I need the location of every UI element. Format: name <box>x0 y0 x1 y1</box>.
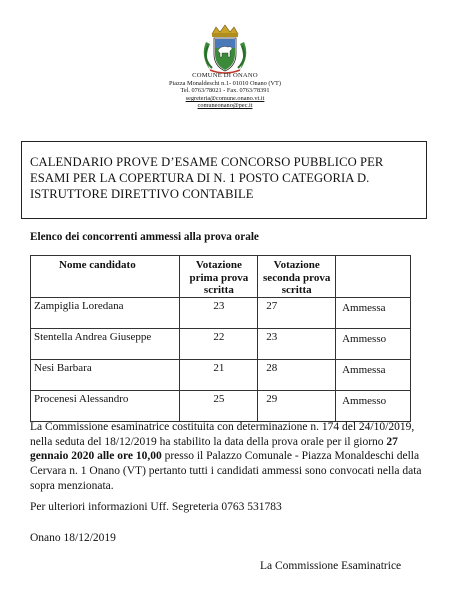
comune-pec-link[interactable]: comuneonano@pec.it <box>197 102 253 109</box>
first-test-score: 22 <box>180 328 258 359</box>
header-candidate-name: Nome candidato <box>31 256 180 298</box>
second-test-score: 27 <box>258 297 336 328</box>
coat-of-arms-icon <box>196 24 254 76</box>
header-outcome <box>336 256 411 298</box>
second-test-score: 23 <box>258 328 336 359</box>
announcement-paragraph <box>30 420 425 494</box>
admission-status: Ammesso <box>336 390 411 421</box>
document-title: CALENDARIO PROVE D’ESAME CONCORSO PUBBLICO PER ESAMI PER LA COPERTURA DI N. 1 POSTO CATEGORIA D. ISTRUTTORE DIRETTIVO CONTABILE <box>30 155 384 201</box>
first-test-score: 25 <box>180 390 258 421</box>
admission-status: Ammesso <box>336 328 411 359</box>
second-test-score: 29 <box>258 390 336 421</box>
comune-email-link[interactable]: segreteria@comune.onano.vt.it <box>185 95 265 102</box>
comune-address: Piazza Monaldeschi n.1- 01010 Onano (VT) <box>169 80 281 87</box>
paragraph-text-2: presso il Palazzo Comunale - Piazza Monaldeschi della Cervara n. 1 Onano (VT) pertanto tutti i candidati ammessi sono convocati nella data sopra menzionata. <box>30 450 422 492</box>
candidate-name: Stentella Andrea Giuseppe <box>31 328 180 359</box>
candidate-name: Zampiglia Loredana <box>31 297 180 328</box>
table-row <box>31 390 411 421</box>
first-test-score: 21 <box>180 359 258 390</box>
candidate-name: Procenesi Alessandro <box>31 390 180 421</box>
table-row <box>31 359 411 390</box>
paragraph-text-1: La Commissione esaminatrice costituita con determinazione n. 174 del 24/10/2019, nella seduta del 18/12/2019 ha stabilito la data della prova orale per il giorno <box>30 421 415 448</box>
place-and-date: Onano 18/12/2019 <box>30 532 116 544</box>
signature-line: La Commissione Esaminatrice <box>260 560 402 572</box>
section-heading: Elenco dei concorrenti ammessi alla prova orale <box>30 231 259 243</box>
contact-info: Per ulteriori informazioni Uff. Segreteria 0763 531783 <box>30 501 282 513</box>
candidate-name: Nesi Barbara <box>31 359 180 390</box>
header-first-test: Votazione prima prova scritta <box>180 256 258 298</box>
header-second-test: Votazione seconda prova scritta <box>258 256 336 298</box>
table-header-row <box>31 256 411 298</box>
admission-status: Ammessa <box>336 359 411 390</box>
first-test-score: 23 <box>180 297 258 328</box>
table-row <box>31 297 411 328</box>
comune-phone-fax: Tel. 0763/78021 - Fax. 0763/78391 <box>180 87 270 94</box>
admission-status: Ammessa <box>336 297 411 328</box>
table-row <box>31 328 411 359</box>
comune-name: COMUNE DI ONANO <box>192 72 258 79</box>
candidates-table <box>30 255 411 422</box>
title-box <box>21 141 427 219</box>
second-test-score: 28 <box>258 359 336 390</box>
oral-exam-date: 27 gennaio 2020 alle ore 10,00 <box>30 435 398 463</box>
